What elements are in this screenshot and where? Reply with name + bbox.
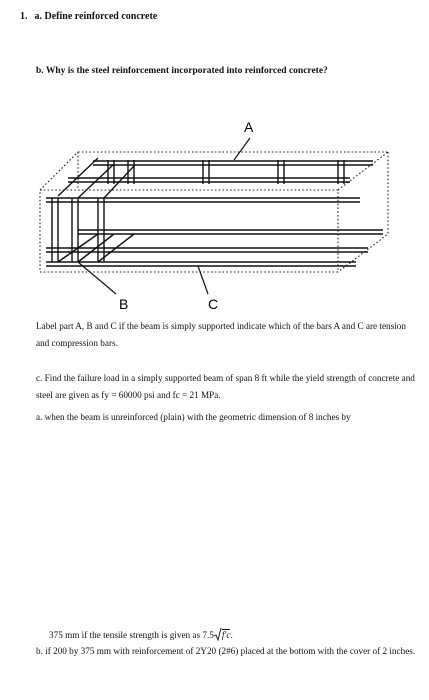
- tensile-suffix: .: [230, 630, 233, 640]
- tensile-strength-line: [49, 627, 419, 644]
- sqrt-radicand: f′c: [221, 630, 231, 640]
- label-b: B: [119, 296, 129, 312]
- question-number: 1.: [20, 11, 28, 22]
- label-a: A: [244, 119, 254, 135]
- reinforcement-cage-drawing: [38, 112, 408, 312]
- question-1a-text: a. Define reinforced concrete: [34, 11, 158, 22]
- question-part-b: b. if 200 by 375 mm with reinforcement of 2Y20 (2#6) placed at the bottom with the cover of 2 inches.: [36, 646, 416, 656]
- square-root-symbol: [214, 627, 231, 644]
- tensile-prefix: 375 mm if the tensile strength is given as 7.5: [49, 630, 214, 640]
- question-1-b: b. Why is the steel reinforcement incorporated into reinforced concrete?: [36, 66, 328, 76]
- label-c: C: [208, 296, 219, 312]
- question-part-a: a. when the beam is unreinforced (plain) with the geometric dimension of 8 inches by: [36, 412, 351, 422]
- question-part-c: c. Find the failure load in a simply supported beam of span 8 ft while the yield strength of concrete and steel are given as fy = 60000 psi and fc = 21 MPa.: [36, 373, 415, 400]
- question-1-a: [20, 11, 157, 22]
- reinforcement-cage-figure: [38, 112, 408, 312]
- label-instruction: Label part A, B and C if the beam is simply supported indicate which of the bars A and C are tension and compression bars.: [36, 321, 406, 348]
